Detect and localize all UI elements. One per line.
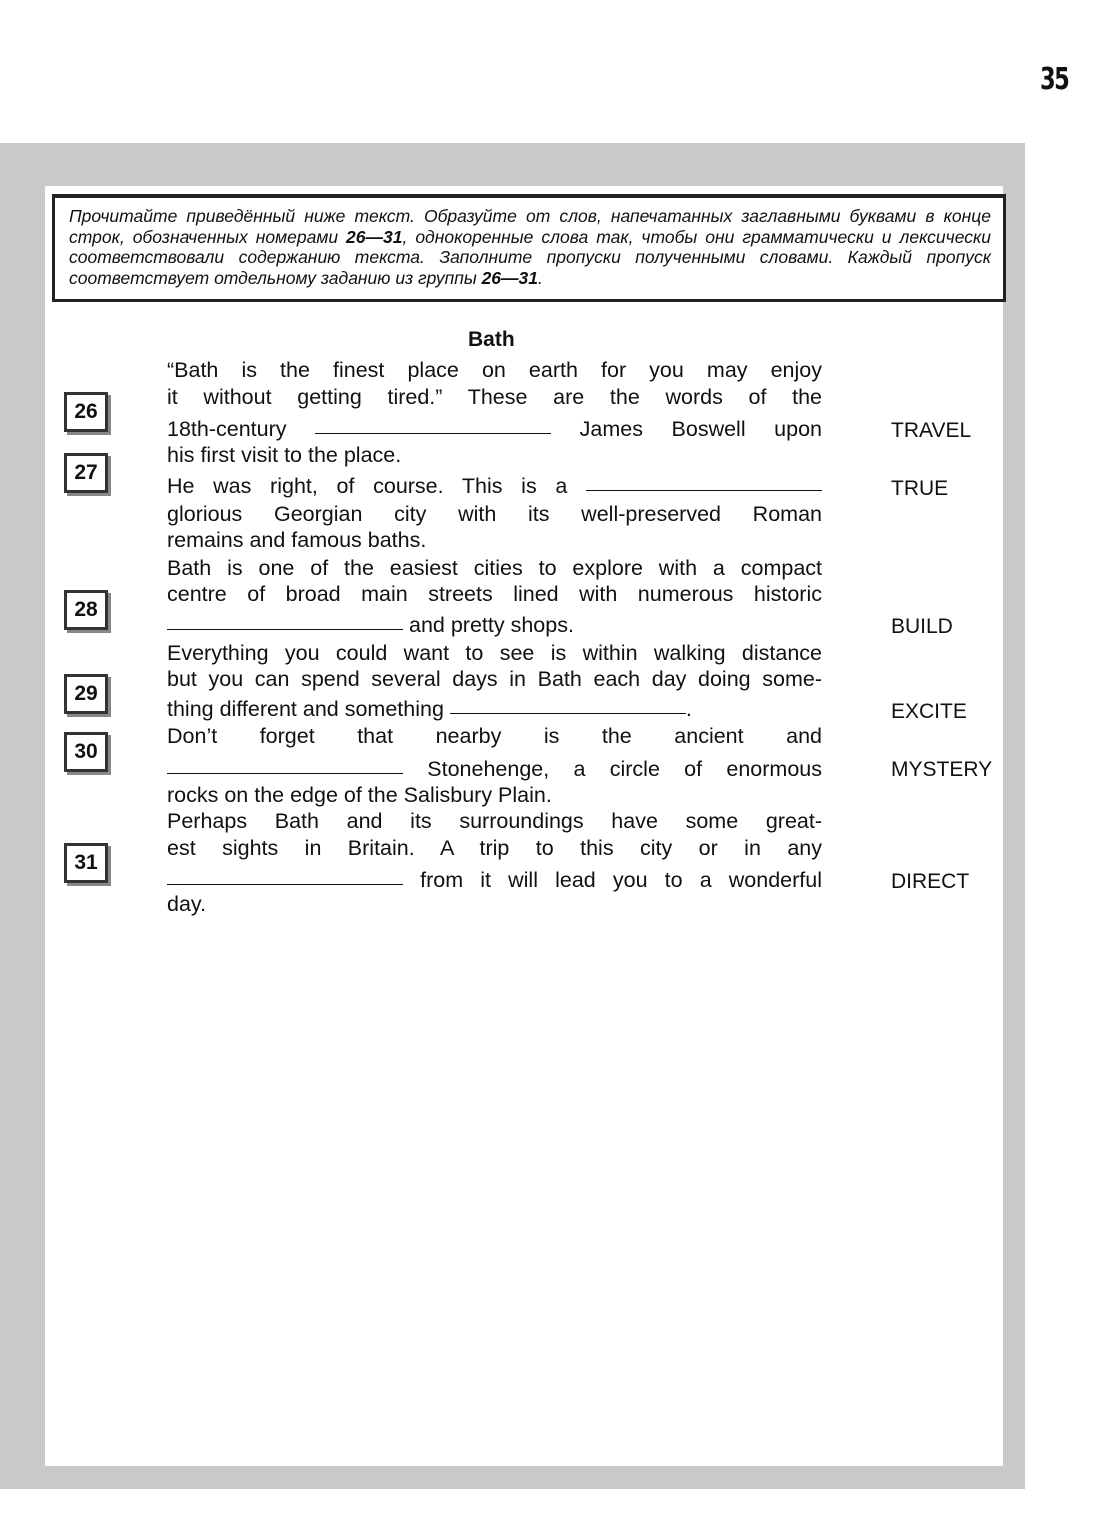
text-line: Don’t forget that nearby is the ancient and xyxy=(167,724,822,748)
text-line xyxy=(167,416,822,442)
text-line: rocks on the edge of the Salisbury Plain. xyxy=(167,783,552,807)
text-line: “Bath is the finest place on earth for you may enjoy xyxy=(167,358,822,382)
text-line: his first visit to the place. xyxy=(167,443,402,467)
answer-gap-30[interactable] xyxy=(167,772,403,774)
keyword-31: DIRECT xyxy=(891,870,970,893)
answer-gap-29[interactable] xyxy=(450,712,686,714)
line-text: . xyxy=(685,697,692,721)
line-text: Stonehenge, a circle of enormous xyxy=(427,757,822,781)
instruction-text-2: , однокоренные слова так, чтобы они грамматически и лексически соответствовали содержанию текста. Заполните пропуски полученными словами. Каждый пропуск соответствует отдельному заданию из группы xyxy=(69,226,991,288)
page-number: 35 xyxy=(1040,62,1069,97)
answer-gap-27[interactable] xyxy=(586,489,822,491)
instruction-range-1: 26—31 xyxy=(346,226,403,247)
text-line xyxy=(167,867,822,893)
task-instruction xyxy=(52,194,1006,302)
text-line xyxy=(167,696,822,722)
line-text: thing different and something xyxy=(167,697,444,721)
answer-gap-26[interactable] xyxy=(315,432,551,434)
keyword-27: TRUE xyxy=(891,477,949,500)
task-number-30: 30 xyxy=(64,732,108,772)
text-line: but you can spend several days in Bath each day doing some- xyxy=(167,667,822,691)
task-number-27: 27 xyxy=(64,453,108,493)
task-number-29: 29 xyxy=(64,674,108,714)
line-text: and pretty shops. xyxy=(408,613,574,637)
text-line xyxy=(167,612,822,638)
answer-gap-31[interactable] xyxy=(167,883,403,885)
text-line: it without getting tired.” These are the words of the xyxy=(167,385,822,409)
instruction-range-2: 26—31 xyxy=(481,267,539,288)
text-line xyxy=(167,473,822,499)
text-line: glorious Georgian city with its well-preserved Roman xyxy=(167,502,822,526)
line-text: from it will lead you to a wonderful xyxy=(420,868,822,892)
task-number-31: 31 xyxy=(64,843,108,883)
answer-gap-28[interactable] xyxy=(167,628,403,630)
text-line: remains and famous baths. xyxy=(167,528,427,552)
text-line: centre of broad main streets lined with numerous historic xyxy=(167,582,822,606)
text-line: Perhaps Bath and its surroundings have some great- xyxy=(167,809,822,833)
instruction-text-3: . xyxy=(538,267,543,288)
line-text: He was right, of course. This is a xyxy=(167,474,568,498)
task-number-26: 26 xyxy=(64,392,108,432)
text-line: Bath is one of the easiest cities to explore with a compact xyxy=(167,556,822,580)
text-line: day. xyxy=(167,892,207,916)
keyword-28: BUILD xyxy=(891,615,953,638)
instruction-text-1: Прочитайте приведённый ниже текст. Образуйте от слов, напечатанных заглавными буквами в конце строк, обозначенных номерами xyxy=(69,206,991,247)
text-line: Everything you could want to see is within walking distance xyxy=(167,641,822,665)
text-title: Bath xyxy=(468,328,515,351)
keyword-26: TRAVEL xyxy=(891,419,972,442)
text-line: est sights in Britain. A trip to this city or in any xyxy=(167,836,822,860)
line-text: 18th-century xyxy=(167,417,287,441)
text-line xyxy=(167,756,822,782)
task-number-28: 28 xyxy=(64,590,108,630)
keyword-29: EXCITE xyxy=(891,700,967,723)
keyword-30: MYSTERY xyxy=(891,758,993,781)
line-text: James Boswell upon xyxy=(579,417,822,441)
